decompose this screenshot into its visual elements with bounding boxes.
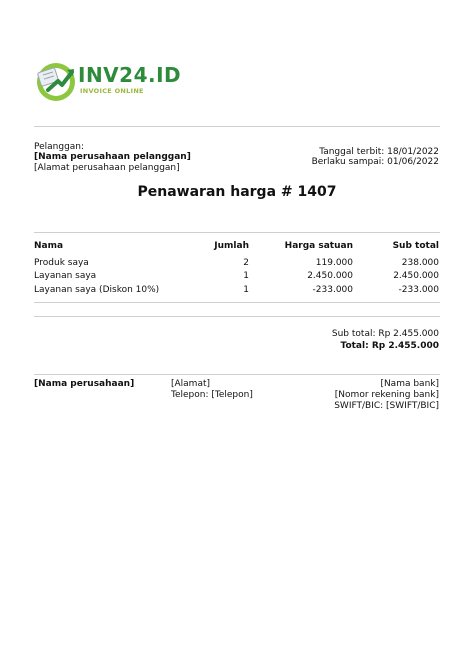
logo-icon bbox=[34, 60, 78, 104]
row-name: Produk saya bbox=[34, 258, 89, 268]
logo-wordmark: INV24.ID bbox=[78, 63, 182, 87]
customer-company: [Nama perusahaan pelanggan] bbox=[34, 152, 191, 162]
total-amount: Total: Rp 2.455.000 bbox=[340, 341, 439, 351]
footer-address: [Alamat] bbox=[171, 379, 211, 389]
company-logo bbox=[34, 60, 182, 104]
col-header-qty: Jumlah bbox=[214, 241, 249, 251]
row-subtotal: -233.000 bbox=[398, 285, 439, 295]
header-divider bbox=[34, 126, 440, 127]
issue-date: Tanggal terbit: 18/01/2022 bbox=[319, 147, 439, 157]
row-subtotal: 238.000 bbox=[401, 258, 439, 268]
row-name: Layanan saya (Diskon 10%) bbox=[34, 285, 160, 295]
table-bottom-divider bbox=[34, 302, 440, 303]
col-header-name: Nama bbox=[34, 241, 64, 251]
row-unit-price: -233.000 bbox=[312, 285, 353, 295]
totals-divider bbox=[34, 316, 440, 317]
footer-divider bbox=[34, 374, 440, 375]
logo-tagline: INVOICE ONLINE bbox=[80, 87, 144, 95]
table-top-divider bbox=[34, 232, 440, 233]
row-qty: 1 bbox=[243, 271, 249, 281]
row-subtotal: 2.450.000 bbox=[393, 271, 439, 281]
row-unit-price: 2.450.000 bbox=[307, 271, 353, 281]
col-header-subtotal: Sub total bbox=[392, 241, 439, 251]
footer-swift: SWIFT/BIC: [SWIFT/BIC] bbox=[334, 401, 439, 411]
row-qty: 1 bbox=[243, 285, 249, 295]
footer-company: [Nama perusahaan] bbox=[34, 379, 135, 389]
row-name: Layanan saya bbox=[34, 271, 97, 281]
customer-label: Pelanggan: bbox=[34, 142, 85, 152]
document-title: Penawaran harga # 1407 bbox=[137, 184, 337, 200]
subtotal-amount: Sub total: Rp 2.455.000 bbox=[331, 329, 439, 339]
valid-until-date: Berlaku sampai: 01/06/2022 bbox=[311, 157, 439, 167]
row-unit-price: 119.000 bbox=[315, 258, 353, 268]
col-header-unit-price: Harga satuan bbox=[284, 241, 353, 251]
customer-address: [Alamat perusahaan pelanggan] bbox=[34, 163, 180, 173]
footer-phone: Telepon: [Telepon] bbox=[171, 390, 253, 400]
footer-bank-name: [Nama bank] bbox=[380, 379, 439, 389]
footer-bank-account: [Nomor rekening bank] bbox=[334, 390, 439, 400]
row-qty: 2 bbox=[243, 258, 249, 268]
